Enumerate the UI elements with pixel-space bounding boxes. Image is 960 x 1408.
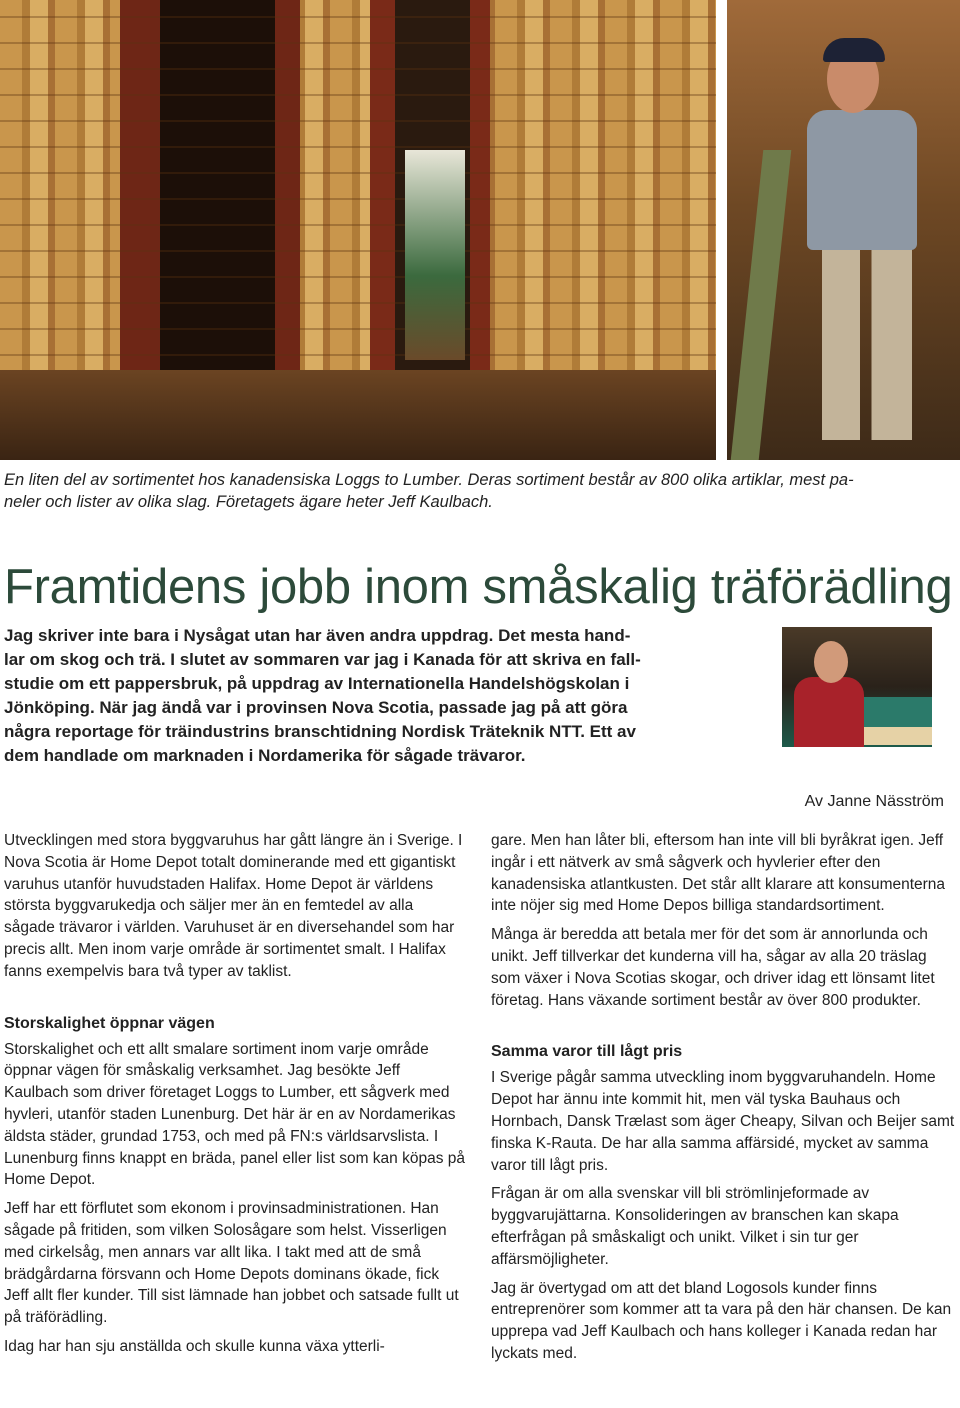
machine-rail [731,150,792,460]
subheading: Storskalighet öppnar vägen [4,1014,215,1032]
body-paragraph: Idag har han sju anställda och skulle kunna växa ytterli- [4,1337,385,1355]
author-portrait [782,627,932,747]
photo-caption [4,469,954,513]
lead-line-1: Jag skriver inte bara i Nysågat utan har även andra uppdrag. Det mesta hand- [4,626,631,645]
owner-shirt [807,110,917,250]
subheading: Samma varor till lågt pris [491,1043,683,1061]
body-paragraph: Utvecklingen med stora byggvaruhus har gått längre än i Sverige. I Nova Scotia är Home Depot totalt dominerande med ett gigantiskt varuhus utanför huvudstaden Halifax. Home Depot är världens största byggvarukedja och säljer mer än en femtedel av alla sågade trävaror i världen. Varuhuset är en diversehandel som har precis allt. Men inom varje område är sortimentet smalt. I Halifax fanns exempelvis bara två typer av taklist. [4,832,463,980]
article-headline: Framtidens jobb inom småskalig träförädling [4,560,953,614]
owner-legs [822,245,912,440]
body-paragraph: Jag är övertygad om att det bland Logosols kunder finns entreprenörer som kommer att ta vara på den här chansen. De kan upprepa vad Jeff Kaulbach och hans kolleger i Kanada redan har lyckats med. [491,1279,952,1362]
lead-line-5: några reportage för träindustrins branschtidning Nordisk Träteknik NTT. Ett av [4,722,636,741]
floor [0,370,716,460]
shop-interior-photo [0,0,716,460]
body-column-left [4,830,466,1365]
lead-line-3: studie om ett pappersbruk, på uppdrag av Internationella Handelshögskolan i [4,674,630,693]
body-column-right [491,830,957,1372]
body-paragraph: Storskalighet och ett allt smalare sortiment inom varje område öppnar vägen för småskalig verksamhet. Jag besökte Jeff Kaulbach som driver företaget Loggs to Lumber, ett sågverk med hyvleri, utanför staden Lunenburg. Det här är en av Nordamerikas äldsta städer, grundad 1753, och med på FN:s världsarvslista. I Lunenburg finns knappt en bräda, panel eller list som kan köpas på Home Depot. [4,1040,465,1189]
body-paragraph: gare. Men han låter bli, eftersom han inte vill bli byråkrat igen. Jeff ingår i ett nätverk av små sågverk och hyvlerier efter den kanadensiska atlantkusten. Det står allt klarare att konsumenterna inte nöjer sig med Home Depos billiga standardsortiment. [491,832,946,915]
owner-photo [727,0,960,460]
lead-line-6: dem handlade om marknaden i Nordamerika för sågade trävaror. [4,746,526,765]
caption-line-2: neler och lister av olika slag. Företagets ägare heter Jeff Kaulbach. [4,493,493,511]
lead-line-2: lar om skog och trä. I slutet av sommaren var jag i Kanada för att skriva en fall- [4,650,641,669]
body-paragraph: Jeff har ett förflutet som ekonom i provinsadministrationen. Han sågade på fritiden, som vilken Solosågare som helst. Visserligen med cirkelsåg, men annars var allt lika. I takt med att de små brädgårdarna försvann och Home Depots dominans ökade, fick Jeff allt fler kunder. Till sist lämnade han jobbet och satsade fullt ut på träförädling. [4,1200,459,1327]
body-paragraph: Många är beredda att betala mer för det som är annorlunda och unikt. Jeff tillverkar det kunderna vill ha, sågar av alla 20 träslag som växer i Nova Scotias skogar, och driver idag ett lönsamt litet företag. Hans växande sortiment består av över 800 produkter. [491,926,935,1009]
body-paragraph: Frågan är om alla svenskar vill bli strömlinjeformade av byggvarujättarna. Konsolideringen av branschen kan skapa efterfrågan på småskaligt och unikt. Vilket i sin tur ger affärsmöjligheter. [491,1185,899,1268]
doorway-corridor [405,150,465,360]
caption-line-1: En liten del av sortimentet hos kanadensiska Loggs to Lumber. Deras sortiment består av 800 olika artiklar, mest pa- [4,471,854,489]
byline: Av Janne Näsström [804,793,944,810]
portrait-sweater [794,677,864,747]
portrait-face [814,641,848,683]
owner-cap [823,38,885,62]
body-paragraph: I Sverige pågår samma utveckling inom byggvaruhandeln. Home Depot har ännu inte kommit hit, men väl tyska Bauhaus och Hornbach, Dansk Trælast som äger Cheapy, Silvan och Beijer samt finska K-Rauta. De har alla samma affärsidé, mycket av samma varor till lågt pris. [491,1069,955,1174]
article-lead [4,624,750,768]
lead-line-4: Jönköping. När jag ändå var i provinsen Nova Scotia, passade jag på att göra [4,698,628,717]
